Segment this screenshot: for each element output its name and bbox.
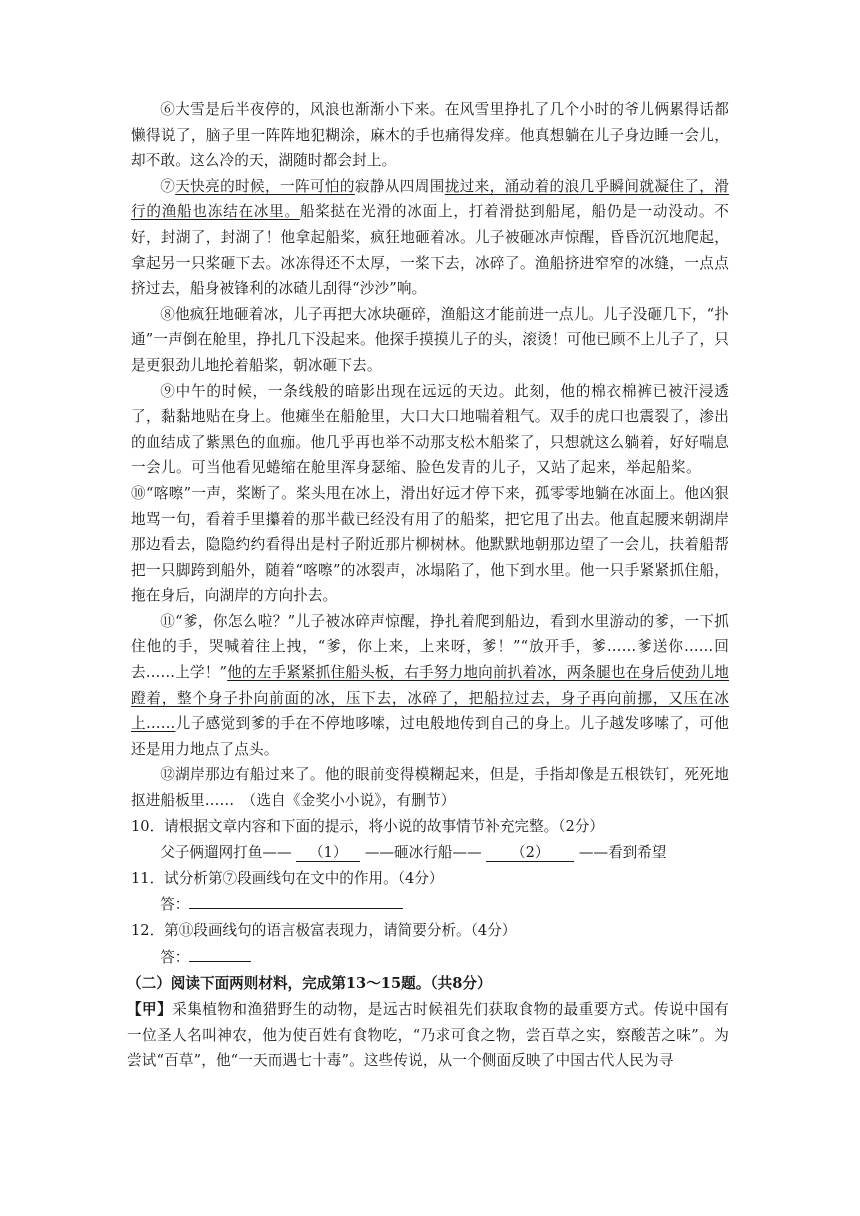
answer-label: 答： [160,948,190,966]
question-10-plot [131,840,729,866]
plot-segment-2: ——砸冰行船—— [364,843,482,861]
paragraph-7-underlined-1: 天快亮的时候，一阵可怕的 [175,177,355,195]
paragraph-11-text-a: ⑪“爹，你怎么啦？”儿子被冰碎声惊醒，挣扎着爬到船边，看到水里游动的爹，一下抓住他的手，哭喊着往上拽，“爹，你上来，上来呀，爹！”“放开手，爹……爹送你……回去……上学！” [131,612,729,682]
paragraph-7-rest: 船桨挞在光滑的冰面上，打着滑挞到船尾，船仍是一动没动。不好，封湖了，封湖了！他拿起船桨，疯狂地砸着冰。儿子被砸冰声惊醒，昏昏沉沉地爬起，拿起另一只桨砸下去。冰冻得还不太厚，一桨下去，冰碎了。渔船挤进窄窄的冰缝，一点点挤过去，船身被锋利的冰碴儿刮得“沙沙”响。 [131,203,730,298]
answer-label: 答： [160,896,190,914]
answer-blank-11[interactable] [189,908,403,909]
plot-blank-2[interactable]: （2） [486,845,574,862]
paragraph-10-number: ⑩ [131,484,146,502]
question-12-answer [131,945,729,971]
paragraph-11-underlined: 他的左手紧紧抓住船头板，右手努力地向前扒着冰，两条腿也在身后使劲儿地蹬着，整个身子扑向前面的冰，压下去，冰碎了，把船拉过去，身子再向前挪，又压在冰上…… [131,664,729,733]
paragraph-6: ⑥大雪是后半夜停的，风浪也渐渐小下来。在风雪里挣扎了几个小时的爷儿俩累得话都懒得说了，脑子里一阵阵地犯糊涂，麻木的手也痛得发痒。他真想躺在儿子身边睡一会儿，却不敢。这么冷的天，湖随时都会封上。 [131,101,729,170]
material-jia-label: 【甲】 [127,1001,173,1019]
plot-segment-1: 父子俩遛网打鱼—— [160,843,292,861]
paragraph-11-text-b: 儿子感觉到爹的手在不停地哆嗦，过电般地传到自己的身上。儿子越发哆嗦了，可他还是用力地点了点头。 [131,715,729,758]
paragraph-8: ⑧他疯狂地砸着冰，儿子再把大冰块砸碎，渔船这才能前进一点儿。儿子没砸几下，“扑通”一声倒在舱里，挣扎几下没起来。他探手摸摸儿子的头，滚烫！可他已顾不上儿子了，只是更狠劲儿地抡着船桨，朝冰砸下去。 [131,305,729,374]
question-11-answer [131,892,729,918]
paragraph-9-text: ⑨中午的时候，一条线般的暗影出现在远远的天边。此刻，他的棉衣棉裤已被汗浸透了，黏黏地贴在身上。他瘫坐在船舱里，大口大口地喘着粗气。双手的虎口也震裂了，渗出的血结成了紫黑色的血痂。他几乎再也举不动那支松木船桨了，只想就这么躺着，好好喘息一会儿。可当他看见蜷缩在舱里浑身瑟缩、脸色发青的儿子，又站了起来，举起船桨。 [131,382,729,477]
paragraph-10-text: “喀嚓”一声，桨断了。桨头甩在冰上，滑出好远才停下来，孤零零地躺在冰面上。他凶狠地骂一句，看着手里攥着的那半截已经没有用了的船桨，把它甩了出去。他直起腰来朝湖岸那边看去，隐隐约约看得出是村子附近那片柳树林。他默默地朝那边望了一会儿，扶着船帮把一只脚跨到船外，随着“喀嚓”的冰裂声，冰塌陷了，他下到水里。他一只手紧紧抓住船，拖在身后，向湖岸的方向扑去。 [131,484,729,605]
question-11: 11．试分析第⑦段画线句在文中的作用。（4分） [131,870,444,888]
plot-segment-3: ——看到希望 [578,843,667,861]
document-page [127,97,730,1074]
paragraph-12: ⑫湖岸那边有船过来了。他的眼前变得模糊起来，但是，手指却像是五根铁钉，死死地抠进船板里…… （选自《金奖小小说》，有删节） [131,766,729,810]
paragraph-7-mid: 寂静从四周围 [354,177,445,195]
section-2-heading: （二）阅读下面两则材料，完成第13～15题。（共8分） [127,974,492,992]
paragraph-7-number: ⑦ [160,177,176,195]
material-jia [127,997,729,1074]
paragraph-7-underlined-2: 拢过来，涌动着的浪几乎瞬间就凝住了，滑行的渔船也冻结在冰里。 [131,177,730,221]
plot-blank-1[interactable]: （1） [296,845,360,862]
material-jia-text: 采集植物和渔猎野生的动物，是远古时候祖先们获取食物的最重要方式。传说中国有一位圣人名叫神农，他为使百姓有食物吃，“乃求可食之物，尝百草之实，察酸苦之味”。为尝试“百草”，他“一天而遇七十毒”。这些传说，从一个侧面反映了中国古代人民为寻 [127,1001,730,1070]
question-10: 10．请根据文章内容和下面的提示，将小说的故事情节补充完整。（2分） [131,817,604,835]
question-12: 12．第⑪段画线句的语言极富表现力，请简要分析。（4分） [131,922,517,940]
paragraph-11 [131,609,729,763]
answer-blank-12[interactable] [189,961,251,962]
paragraph-7 [131,174,729,302]
paragraph-9 [131,379,729,609]
